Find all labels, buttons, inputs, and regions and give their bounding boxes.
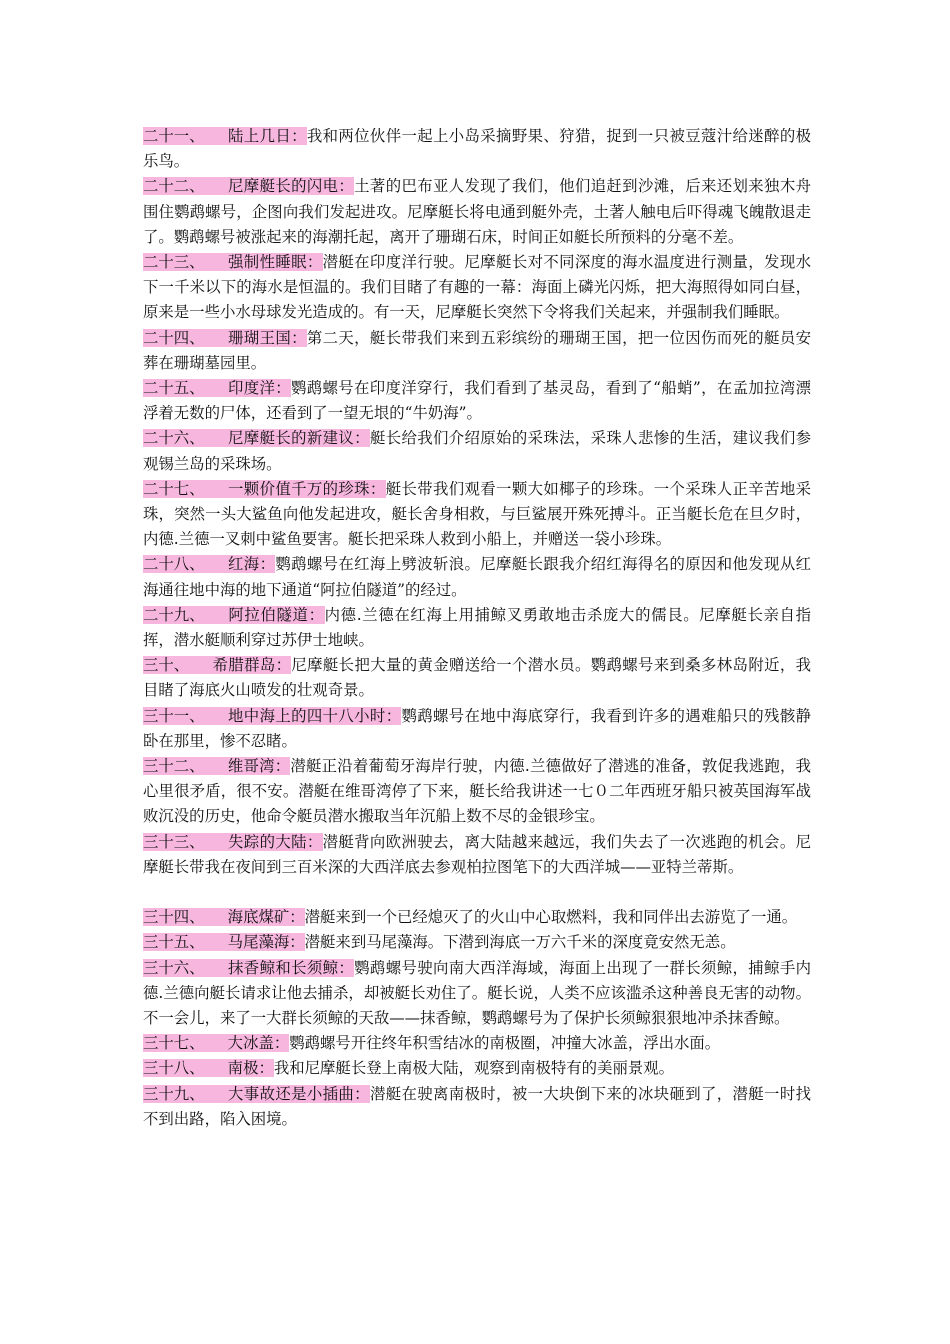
chapter-25-label: 二十五、 印度洋： <box>143 379 292 398</box>
chapter-34-summary: 潜艇来到一个已经熄灭了的火山中心取燃料，我和同伴出去游览了一通。 <box>304 908 798 927</box>
chapter-29 <box>143 603 811 653</box>
chapter-33-summary: 潜艇背向欧洲驶去，离大陆越来越远，我们失去了一次逃跑的机会。尼摩艇长带我在夜间到三百米深的大西洋底去参观柏拉图笔下的大西洋城——亚特兰蒂斯。 <box>143 832 811 876</box>
chapter-36 <box>143 956 811 1032</box>
chapter-29-summary: 内德.兰德在红海上用捕鲸叉勇敢地击杀庞大的儒艮。尼摩艇长亲自指挥，潜水艇顺利穿过苏伊士地峡。 <box>143 605 811 650</box>
chapter-23-label: 二十三、 强制性睡眠： <box>143 253 323 272</box>
chapter-22 <box>143 174 811 250</box>
chapter-26-summary: 艇长给我们介绍原始的采珠法，采珠人悲惨的生活，建议我们参观锡兰岛的采珠场。 <box>143 429 811 473</box>
chapter-22-summary: 土著的巴布亚人发现了我们，他们追赶到沙滩，后来还划来独木舟围住鹦鹉螺号，企图向我们发起进攻。尼摩艇长将电通到艇外壳，土著人触电后吓得魂飞魄散退走了。鹦鹉螺号被涨起来的海潮托起，离开了珊瑚石床，时间正如艇长所预料的分毫不差。 <box>143 177 811 246</box>
chapter-24-label: 二十四、 珊瑚王国： <box>143 328 307 347</box>
chapter-21-summary: 我和两位伙伴一起上小岛采摘野果、狩猎，捉到一只被豆蔻汁给迷醉的极乐鸟。 <box>143 127 811 171</box>
chapter-27-label: 二十七、 一颗价值千万的珍珠： <box>143 479 386 498</box>
chapter-31 <box>143 704 811 754</box>
chapter-25-summary: 鹦鹉螺号在印度洋穿行，我们看到了基灵岛，看到了“船蛸”，在孟加拉湾漂浮着无数的尸体，还看到了一望无垠的“牛奶海”。 <box>143 379 811 423</box>
chapter-38 <box>143 1056 811 1081</box>
chapter-34 <box>143 905 811 930</box>
chapter-34-label: 三十四、 海底煤矿： <box>143 908 305 927</box>
chapter-33 <box>143 830 811 880</box>
chapter-28-label: 二十八、 红海： <box>143 555 276 574</box>
chapter-39-summary: 潜艇在驶离南极时，被一大块倒下来的冰块砸到了，潜艇一时找不到出路，陷入困境。 <box>143 1084 811 1128</box>
chapter-31-label: 三十一、 地中海上的四十八小时： <box>143 706 402 725</box>
chapter-21-label: 二十一、 陆上几日： <box>143 127 307 145</box>
document-page <box>143 124 811 1132</box>
chapter-33-label: 三十三、 失踪的大陆： <box>143 832 323 851</box>
chapter-32-summary: 潜艇正沿着葡萄牙海岸行驶，内德.兰德做好了潜逃的准备，敦促我逃跑，我心里很矛盾，很不安。潜艇在维哥湾停了下来，艇长给我讲述一七０二年西班牙船只被英国海军战败沉没的历史，他命令艇员潜水搬取当年沉船上数不尽的金银珍宝。 <box>143 757 811 826</box>
chapter-35-label: 三十五、 马尾藻海： <box>143 933 305 952</box>
chapter-38-summary: 我和尼摩艇长登上南极大陆，观察到南极特有的美丽景观。 <box>273 1059 675 1078</box>
chapter-24 <box>143 326 811 376</box>
chapter-30-summary: 尼摩艇长把大量的黄金赠送给一个潜水员。鹦鹉螺号来到桑多林岛附近，我目睹了海底火山喷发的壮观奇景。 <box>143 656 811 700</box>
chapter-31-summary: 鹦鹉螺号在地中海底穿行，我看到许多的遇难船只的残骸静卧在那里，惨不忍睹。 <box>143 706 811 750</box>
chapter-30 <box>143 653 811 703</box>
chapter-28-summary: 鹦鹉螺号在红海上劈波斩浪。尼摩艇长跟我介绍红海得名的原因和他发现从红海通往地中海的地下通道“阿拉伯隧道”的经过。 <box>143 555 811 599</box>
chapter-25 <box>143 376 811 426</box>
chapter-24-summary: 第二天，艇长带我们来到五彩缤纷的珊瑚王国，把一位因伤而死的艇员安葬在珊瑚墓园里。 <box>143 328 811 372</box>
chapter-37-summary: 鹦鹉螺号开往终年积雪结冰的南极圈，冲撞大冰盖，浮出水面。 <box>289 1034 721 1053</box>
chapter-39-label: 三十九、 大事故还是小插曲： <box>143 1084 370 1103</box>
chapter-35-summary: 潜艇来到马尾藻海。下潜到海底一万六千米的深度竟安然无恙。 <box>304 933 736 952</box>
chapter-30-label: 三十、 希腊群岛： <box>143 656 292 675</box>
chapter-26-label: 二十六、 尼摩艇长的新建议： <box>143 429 370 448</box>
chapter-32 <box>143 754 811 830</box>
chapter-38-label: 三十八、 南极： <box>143 1059 274 1078</box>
chapter-23 <box>143 250 811 326</box>
chapter-29-label: 二十九、 阿拉伯隧道： <box>143 605 325 624</box>
chapter-32-label: 三十二、 维哥湾： <box>143 757 291 776</box>
chapter-28 <box>143 552 811 602</box>
chapter-36-summary: 鹦鹉螺号驶向南大西洋海域，海面上出现了一群长须鲸，捕鲸手内德.兰德向艇长请求让他去捕杀，却被艇长劝住了。艇长说，人类不应该滥杀这种善良无害的动物。不一会儿，来了一大群长须鲸的天敌——抹香鲸，鹦鹉螺号为了保护长须鲸狠狠地冲杀抹香鲸。 <box>143 958 811 1027</box>
chapter-23-summary: 潜艇在印度洋行驶。尼摩艇长对不同深度的海水温度进行测量，发现水下一千米以下的海水是恒温的。我们目睹了有趣的一幕：海面上磷光闪烁，把大海照得如同白昼，原来是一些小水母球发光造成的。有一天，尼摩艇长突然下令将我们关起来，并强制我们睡眠。 <box>143 253 811 322</box>
chapter-27-summary: 艇长带我们观看一颗大如椰子的珍珠。一个采珠人正辛苦地采珠，突然一头大鲨鱼向他发起进攻，艇长舍身相救，与巨鲨展开殊死搏斗。正当艇长危在旦夕时，内德.兰德一叉刺中鲨鱼要害。艇长把采珠人救到小船上，并赠送一袋小珍珠。 <box>143 479 811 549</box>
chapter-21 <box>143 124 811 174</box>
chapter-37-label: 三十七、 大冰盖： <box>143 1034 290 1053</box>
chapter-39 <box>143 1082 811 1132</box>
chapter-22-label: 二十二、 尼摩艇长的闪电： <box>143 177 355 196</box>
chapter-37 <box>143 1031 811 1056</box>
chapter-27 <box>143 477 811 553</box>
chapter-26 <box>143 426 811 476</box>
chapter-36-label: 三十六、 抹香鲸和长须鲸： <box>143 958 355 977</box>
chapter-35 <box>143 930 811 955</box>
